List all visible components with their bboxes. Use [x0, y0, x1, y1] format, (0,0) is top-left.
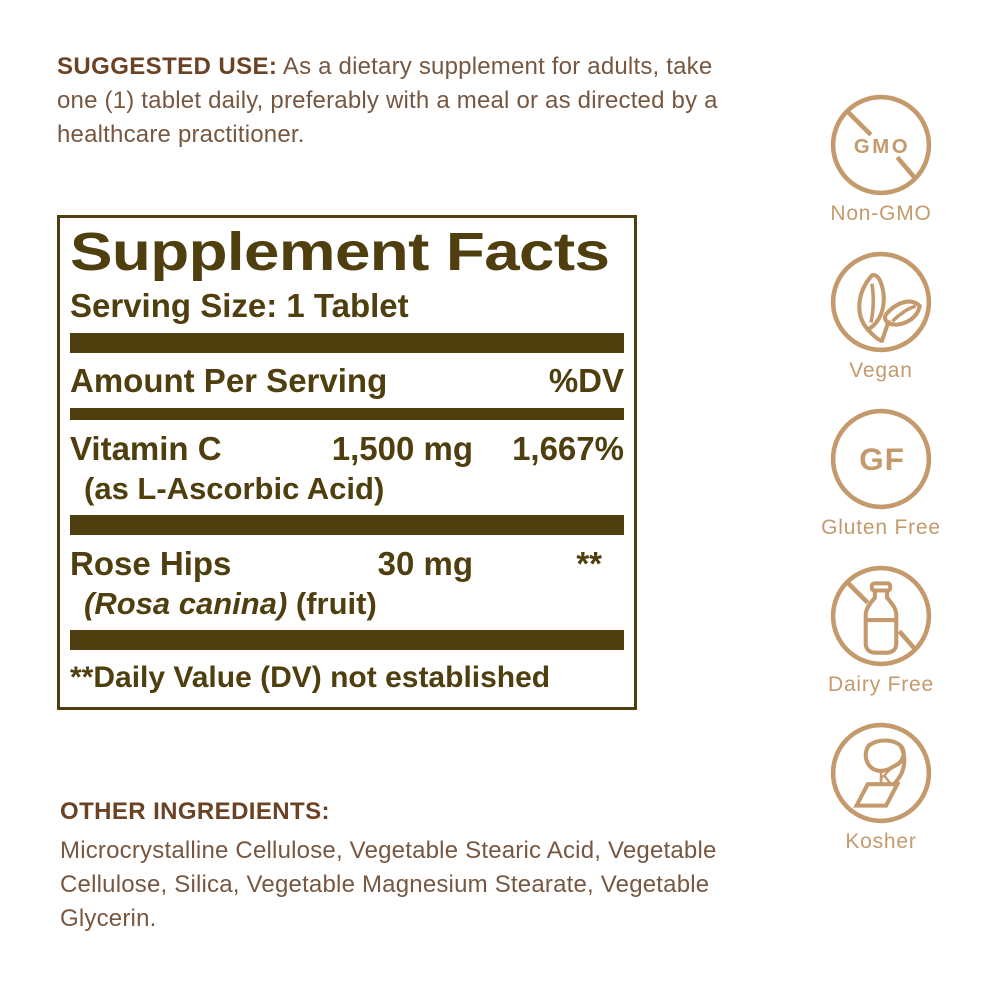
badge-vegan [828, 249, 934, 383]
gf-icon-text: GF [859, 441, 905, 478]
divider-bar-thin [70, 408, 624, 420]
leaf-stem [868, 320, 889, 340]
bottle-cap [872, 583, 890, 590]
gmo-icon-text: GMO [853, 136, 911, 159]
botanical-name: (Rosa canina) [84, 586, 288, 622]
divider-bar-thick [70, 515, 624, 535]
badge-gluten-free [821, 406, 941, 540]
nutrient-amount: 30 mg [377, 545, 473, 583]
divider-bar-thick [70, 333, 624, 353]
supplement-facts-title: Supplement Facts [70, 222, 610, 282]
nutrient-amount: 1,500 mg [331, 430, 473, 468]
other-ingredients-section [60, 795, 720, 936]
nutrient-row-vitamin-c [70, 430, 624, 468]
nutrient-dv: 1,667% [512, 430, 624, 468]
badge-dairy-free [828, 563, 934, 697]
supplement-facts-panel [57, 215, 637, 710]
nutrient-row-rose-hips [70, 545, 624, 583]
dairy-free-bottle-icon [828, 563, 934, 669]
nutrient-name: Vitamin C [70, 430, 222, 468]
gmo-crossed-icon [828, 92, 934, 198]
amount-per-serving-header: Amount Per Serving [70, 362, 388, 400]
badge-label: Dairy Free [827, 673, 935, 696]
nutrient-detail-rose-hips [70, 586, 624, 622]
nutrient-detail-vitamin-c: (as L-Ascorbic Acid) [84, 471, 385, 507]
suggested-use-text: As a dietary supplement for adults, take one (1) tablet daily, preferably with a meal or as directed by a healthcare practitioner. [57, 53, 718, 149]
nutrient-name: Rose Hips [70, 545, 232, 583]
badge-label: Kosher [845, 830, 917, 853]
serving-size: Serving Size: 1 Tablet [70, 287, 409, 325]
gluten-free-icon [828, 406, 934, 512]
other-ingredients-label: OTHER INGREDIENTS: [60, 798, 330, 825]
suggested-use-paragraph [57, 50, 757, 152]
vegan-leaves-icon [828, 249, 934, 355]
kosher-k-icon [828, 720, 934, 826]
badge-label: Vegan [849, 359, 913, 382]
daily-value-footnote: **Daily Value (DV) not established [70, 661, 551, 695]
certification-badges [796, 92, 966, 854]
badge-kosher [828, 720, 934, 854]
divider-bar-thick [70, 630, 624, 650]
nutrient-dv: ** [576, 545, 602, 583]
suggested-use-label: SUGGESTED USE: [57, 53, 278, 80]
badge-label: Gluten Free [821, 516, 941, 539]
badge-label: Non-GMO [830, 202, 932, 225]
leaf-left-vein [871, 284, 873, 323]
other-ingredients-text: Microcrystalline Cellulose, Vegetable Stearic Acid, Vegetable Cellulose, Silica, Vegetable Magnesium Stearate, Vegetable Glycerin. [60, 837, 717, 933]
badge-non-gmo [828, 92, 934, 226]
facts-column-header [70, 362, 624, 400]
plant-part: (fruit) [295, 586, 377, 622]
kosher-base [857, 784, 898, 805]
percent-dv-header: %DV [548, 362, 624, 400]
kosher-icon-text: K [878, 766, 892, 788]
